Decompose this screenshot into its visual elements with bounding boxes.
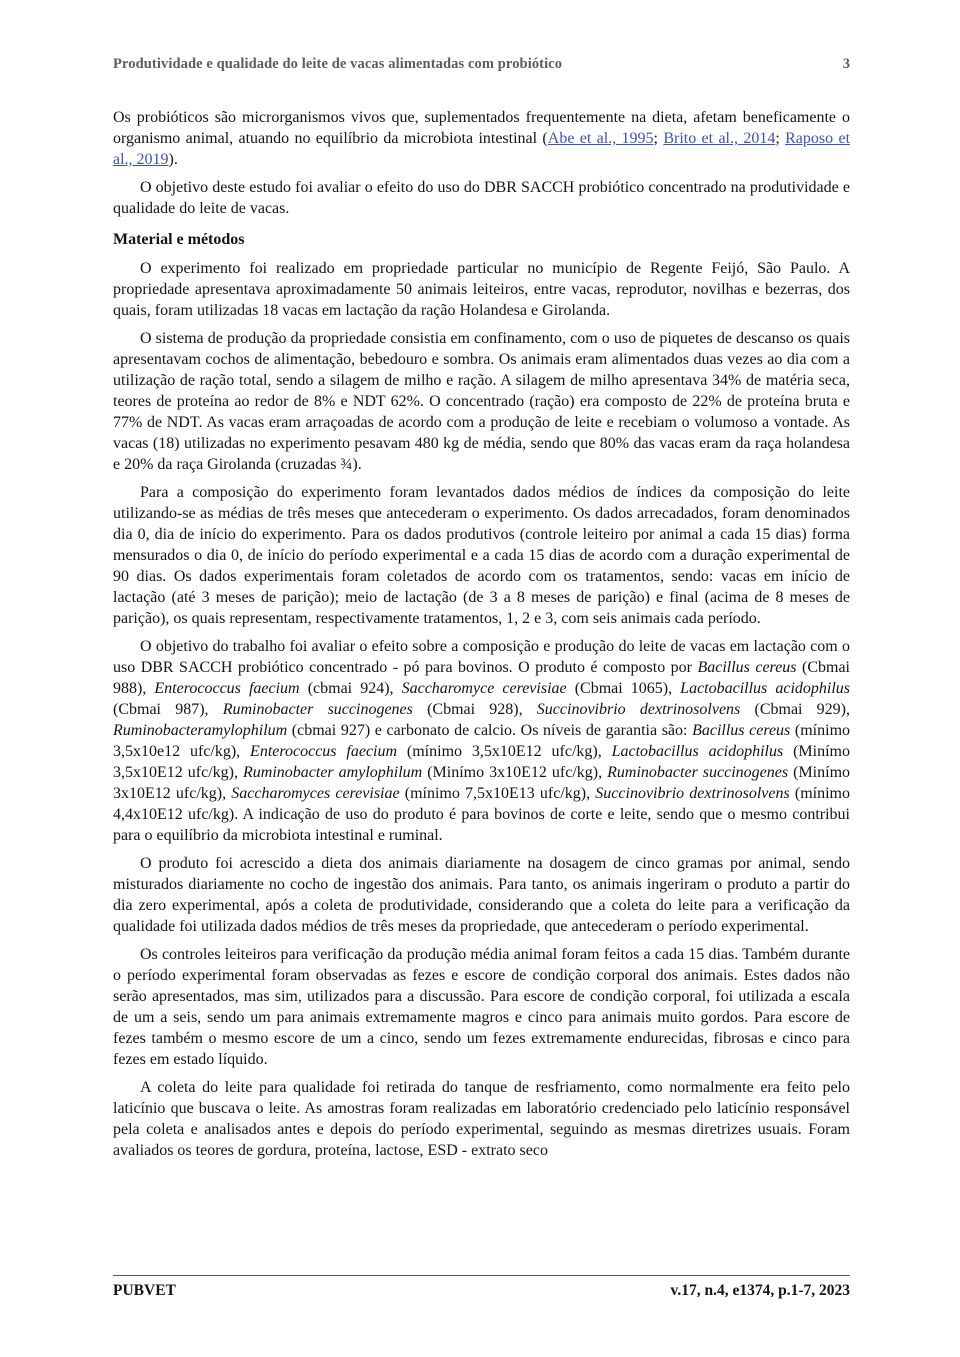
running-head-title: Produtividade e qualidade do leite de vacas alimentadas com probiótico <box>113 56 563 72</box>
paragraph-product-dosage: O produto foi acrescido a dieta dos animais diariamente na dosagem de cinco gramas por animal, sendo misturados diariamente no cocho de ingestão dos animais. Para tanto, os animais ingeriram o produto a partir do dia zero experimental, após a coleta de produtividade, considerando que a coleta do leite para a verificação da qualidade foi utilizada dados médios de três meses da propriedade, que antecederam o período experimental. <box>113 855 850 935</box>
text-run: (mínimo 3,5x10e12 ufc/kg), <box>113 722 851 760</box>
text-run: Os probióticos são microrganismos vivos que, suplementados frequentemente na dieta, afetam beneficamente o organismo animal, atuando no equilíbrio da microbiota intestinal ( <box>113 109 850 147</box>
running-head <box>113 56 850 73</box>
citation-link[interactable]: Abe et al., 1995 <box>547 130 654 147</box>
paragraph-milk-controls-scores: Os controles leiteiros para verificação da produção média animal foram feitos a cada 15 dias. Também durante o período experimental foram observadas as fezes e escore de condição corporal dos animais. Estes dados não serão apresentados, mas sim, utilizados para a discussão. Para escore de condição corporal, foi utilizada a escala de um a seis, sendo um para animais extremamente magros e cinco para animais muito gordos. Para escore de fezes também o mesmo escore de um a cinco, sendo um fezes extremamente endurecidas, fibrosas e cinco para fezes em estado líquido. <box>113 946 850 1068</box>
paragraph-experiment-location: O experimento foi realizado em propriedade particular no município de Regente Feijó, São Paulo. A propriedade apresentava aproximadamente 50 animais leiteiros, entre vacas, reprodutor, novilhas e bezerras, dos quais, foram utilizadas 18 vacas em lactação da ração Holandesa e Girolanda. <box>113 260 850 319</box>
journal-name: PUBVET <box>113 1282 176 1299</box>
text-run: (Cbmai 929), <box>740 701 851 718</box>
page-number: 3 <box>842 56 850 72</box>
issue-citation: v.17, n.4, e1374, p.1-7, 2023 <box>670 1282 850 1299</box>
text-run: (mínimo 4,4x10E12 ufc/kg). A indicação de uso do produto é para bovinos de corte e leite, sendo que o mesmo contribui para o equilíbrio da microbiota intestinal e ruminal. <box>113 785 850 844</box>
species-name: Succinovibrio dextrinosolvens <box>536 701 741 718</box>
species-name: Enterococcus faecium <box>250 743 398 760</box>
paragraph-production-system: O sistema de produção da propriedade consistia em confinamento, com o uso de piquetes de descanso os quais apresentavam cochos de alimentação, bebedouro e sombra. Os animais eram alimentados duas vezes ao dia com a utilização de ração total, sendo a silagem de milho e ração. A silagem de milho apresentava 34% de matéria seca, teores de proteína ao redor de 8% e NDT 62%. O concentrado (ração) era composto de 22% de proteína bruta e 77% de NDT. As vacas eram arraçoadas de acordo com a produção de leite e recebiam o volumoso a vontade. As vacas (18) utilizadas no experimento pesavam 480 kg de média, sendo que 80% das vacas eram da raça holandesa e 20% da raça Girolanda (cruzadas ¾). <box>113 330 850 473</box>
species-name: Bacillus cereus <box>697 659 797 676</box>
text-run: ; <box>653 130 664 147</box>
text-run: (Cbmai 928), <box>412 701 537 718</box>
species-name: Saccharomyces cerevisiae <box>231 785 400 802</box>
text-run: O objetivo do trabalho foi avaliar o efeito sobre a composição e produção do leite de vacas em lactação com o uso DBR SACCH probiótico concentrado - pó para bovinos. O produto é composto por <box>113 638 850 676</box>
text-run: (Minímo 3,5x10E12 ufc/kg), <box>113 743 850 781</box>
paragraph-data-collection-design: Para a composição do experimento foram levantados dados médios de índices da composição do leite utilizando-se as médias de três meses que antecederam o experimento. Os dados arrecadados, foram denominados dia 0, dia de início do experimento. Para os dados produtivos (controle leiteiro por animal a cada 15 dias) forma mensurados o dia 0, de início do período experimental e a cada 15 dias de acordo com a duração experimental de 90 dias. Os dados experimentais foram coletados de acordo com os tratamentos, sendo: vacas em início de lactação (até 3 meses de parição); meio de lactação (de 3 a 8 meses de parição) e final (acima de 8 meses de parição), os quais representam, respectivamente tratamentos, 1, 2 e 3, com seis animais cada período. <box>113 484 850 627</box>
page-content <box>113 56 850 1168</box>
text-run: (cbmai 927) e carbonato de calcio. Os níveis de garantia são: <box>287 722 693 739</box>
paragraph-study-objective: O objetivo deste estudo foi avaliar o efeito do uso do DBR SACCH probiótico concentrado na produtividade e qualidade do leite de vacas. <box>113 179 850 217</box>
text-run: (mínimo 3,5x10E12 ufc/kg), <box>397 743 612 760</box>
text-run: (cbmai 924), <box>299 680 402 697</box>
page-footer <box>113 1275 850 1300</box>
text-run: ). <box>168 151 178 168</box>
text-run: ; <box>775 130 786 147</box>
species-name: Succinovibrio dextrinosolvens <box>595 785 790 802</box>
paragraph-probiotics-intro <box>113 107 850 170</box>
species-name: Ruminobacter amylophilum <box>243 764 423 781</box>
species-name: Lactobacillus acidophilus <box>680 680 851 697</box>
species-name: Ruminobacter succinogenes <box>222 701 413 718</box>
text-run: (Cbmai 987), <box>113 701 223 718</box>
paragraph-product-composition <box>113 636 850 846</box>
text-run: (mínimo 7,5x10E13 ufc/kg), <box>399 785 596 802</box>
citation-link[interactable]: Raposo et al., 2019 <box>113 130 851 168</box>
species-name: Saccharomyce cerevisiae <box>401 680 567 697</box>
species-name: Enterococcus faecium <box>154 680 300 697</box>
text-run: (Cbmai 1065), <box>566 680 681 697</box>
species-name: Ruminobacter succinogenes <box>607 764 789 781</box>
citation-link[interactable]: Brito et al., 2014 <box>663 130 776 147</box>
paragraph-milk-quality-sampling: A coleta do leite para qualidade foi retirada do tanque de resfriamento, como normalmente era feito pelo laticínio que buscava o leite. As amostras foram realizadas em laboratório credenciado pelo laticínio responsável pela coleta e analisados antes e depois do período experimental, seguindo as mesmas diretrizes usuais. Foram avaliados os teores de gordura, proteína, lactose, ESD - extrato seco <box>113 1079 850 1159</box>
species-name: Ruminobacteramylophilum <box>113 722 288 739</box>
text-run: (Cbmai 988), <box>113 659 850 697</box>
text-run: (Minímo 3x10E12 ufc/kg), <box>422 764 608 781</box>
species-name: Bacillus cereus <box>692 722 791 739</box>
section-heading-material-e-metodos: Material e métodos <box>113 231 245 248</box>
text-run: (Minímo 3x10E12 ufc/kg), <box>113 764 851 802</box>
species-name: Lactobacillus acidophilus <box>611 743 784 760</box>
